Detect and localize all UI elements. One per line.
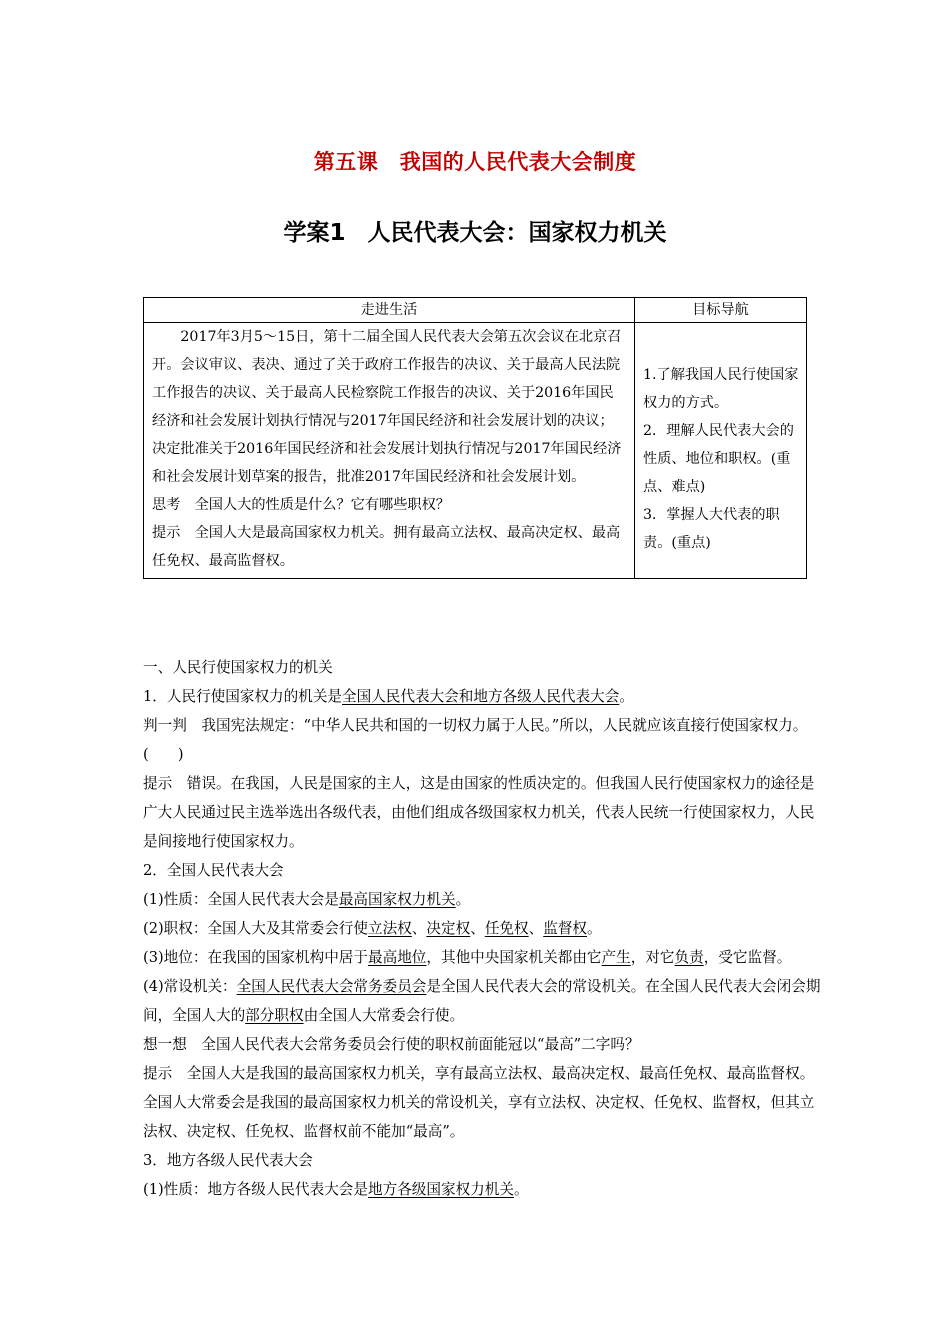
para-status: (3)地位：在我国的国家机构中居于最高地位，其他中央国家机关都由它产生，对它负责，受它监督。 [143,949,792,966]
answer-blank: 立法权 [368,920,412,937]
lesson-title-text: 人民代表大会：国家权力机关 [367,220,667,246]
goals-cell [635,323,807,579]
answer-blank: 全国人民代表大会和地方各级人民代表大会 [342,688,620,705]
think-question: 想一想 全国人民代表大会常务委员会行使的职权前面能冠以“最高”二字吗？ [143,1036,640,1053]
answer-blank: 部分职权 [245,1007,304,1024]
col-header-goals: 目标导航 [635,298,807,323]
answer-blank: 负责 [674,949,704,966]
goal-item: 1.了解我国人民行使国家权力的方式。 [643,367,799,411]
section-body [143,653,823,1204]
para-local-nature: (1)性质：地方各级人民代表大会是地方各级国家权力机关。 [143,1181,529,1198]
para-standing: (4)常设机关：全国人民代表大会常务委员会是全国人民代表大会的常设机关。在全国人民代表大会闭会期间，全国人大的部分职权由全国人大常委会行使。 [143,978,821,1024]
answer-blank: 最高国家权力机关 [338,891,456,908]
answer-blank: 任免权 [484,920,529,937]
lesson-prefix: 学案1 [283,220,346,246]
judge-hint: 提示 错误。在我国，人民是国家的主人，这是由国家的性质决定的。但我国人民行使国家权力的途径是广大人民通过民主选举选出各级代表，由他们组成各级国家权力机关，代表人民统一行使国家权力，人民是间接地行使国家权力。 [143,775,815,850]
goal-item: 2．理解人民代表大会的性质、地位和职权。(重点、难点) [643,423,794,495]
answer-blank: 监督权 [543,920,588,937]
lesson-title [0,214,950,247]
life-cell [144,323,635,579]
para-powers: (2)职权：全国人大及其常委会行使立法权、决定权、任免权、监督权。 [143,920,602,937]
subheading-local: 3．地方各级人民代表大会 [143,1152,313,1169]
intro-table [143,297,807,579]
goal-item: 3．掌握人大代表的职责。(重点) [643,507,780,551]
para-nature: (1)性质：全国人民代表大会是最高国家权力机关。 [143,891,471,908]
think-hint: 提示 全国人大是我国的最高国家权力机关，享有最高立法权、最高决定权、最高任免权、最高监督权。全国人大常委会是我国的最高国家权力机关的常设机关，享有立法权、决定权、任免权、监督权，但其立法权、决定权、任免权、监督权前不能加“最高”。 [143,1065,815,1140]
answer-blank: 最高地位 [368,949,427,966]
answer-blank: 产生 [601,949,631,966]
answer-blank: 地方各级国家权力机关 [368,1181,514,1198]
section-heading: 一、人民行使国家权力的机关 [143,659,333,676]
life-think: 思考 全国人大的性质是什么？它有哪些职权？ [152,497,450,513]
judge-question: 判一判 我国宪法规定：“中华人民共和国的一切权力属于人民。”所以，人民就应该直接行使国家权力。( ) [143,717,808,763]
para-organs: 1．人民行使国家权力的机关是全国人民代表大会和地方各级人民代表大会。 [143,688,634,705]
subheading-npc: 2．全国人民代表大会 [143,862,284,879]
answer-blank: 决定权 [426,920,471,937]
life-text: 2017年3月5～15日，第十二届全国人民代表大会第五次会议在北京召开。会议审议、表决、通过了关于政府工作报告的决议、关于最高人民法院工作报告的决议、关于最高人民检察院工作报告的决议、关于2016年国民经济和社会发展计划执行情况与2017年国民经济和社会发展计划的决议；决定批准关于2016年国民经济和社会发展计划执行情况与2017年国民经济和社会发展计划草案的报告，批准2017年国民经济和社会发展计划。 [152,329,622,485]
course-title: 第五课 我国的人民代表大会制度 [313,150,637,174]
life-hint: 提示 全国人大是最高国家权力机关。拥有最高立法权、最高决定权、最高任免权、最高监督权。 [152,525,621,569]
col-header-life: 走进生活 [144,298,635,323]
answer-blank: 全国人民代表大会常务委员会 [236,978,427,995]
